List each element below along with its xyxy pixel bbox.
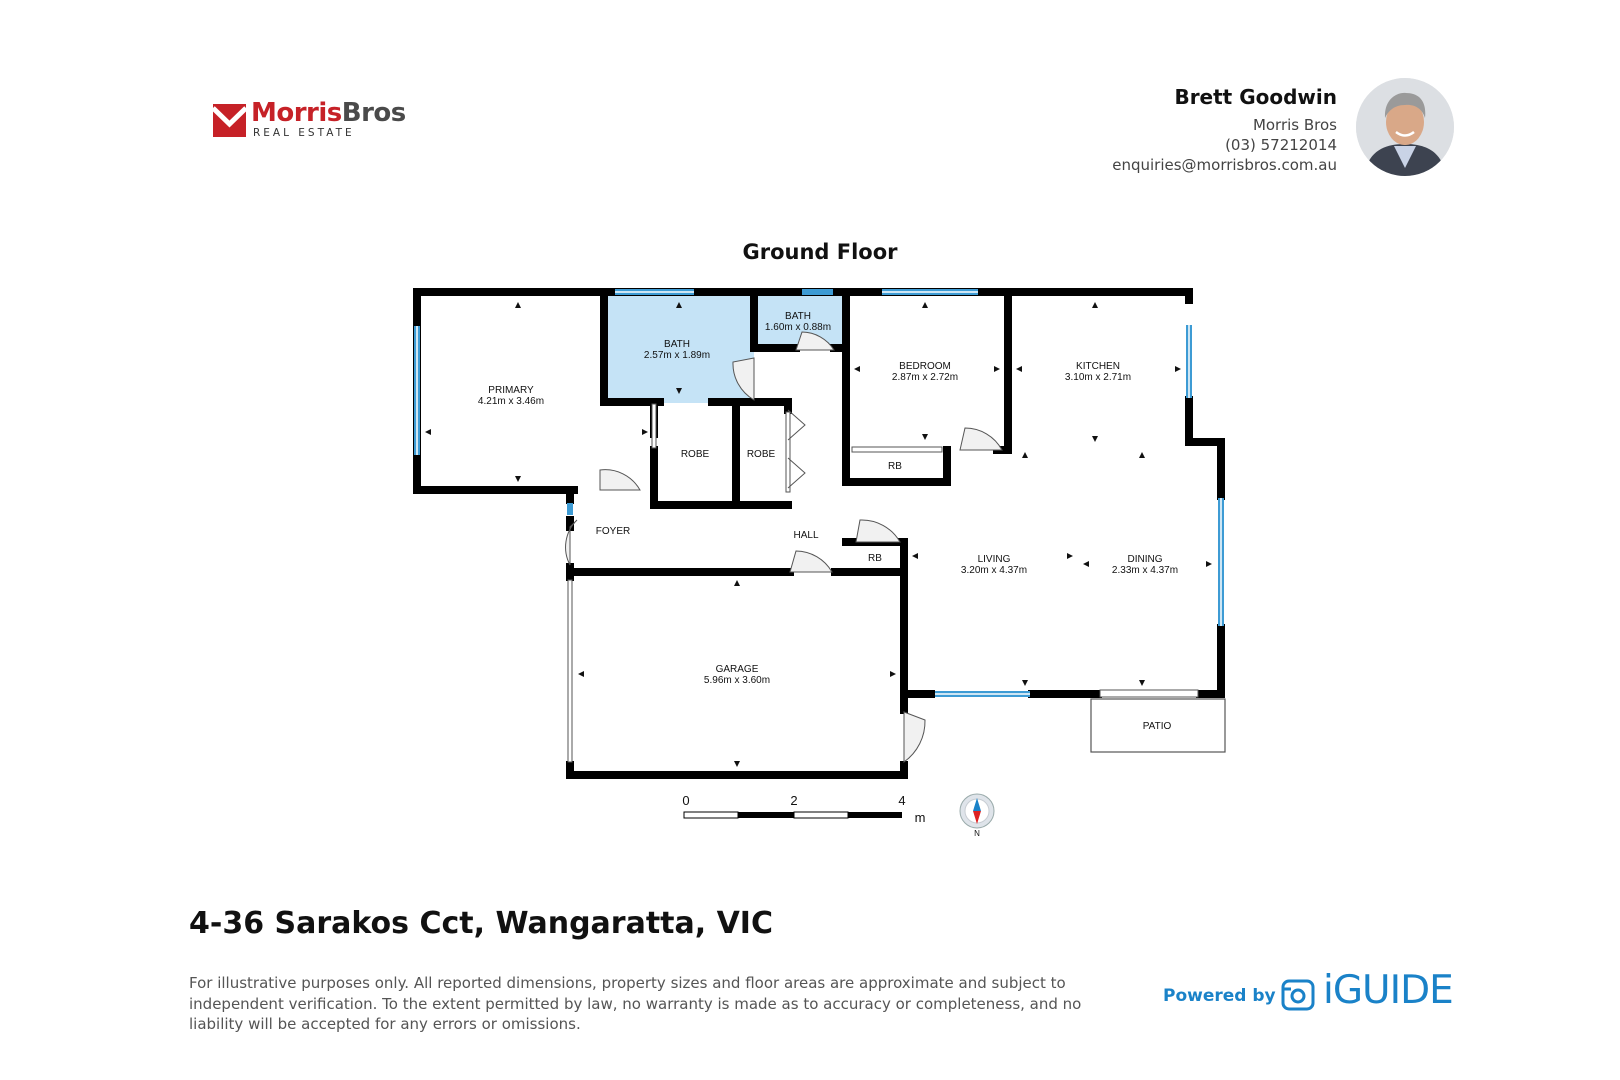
room-living-dims: 3.20m x 4.37m bbox=[960, 565, 1028, 576]
room-foyer-name: FOYER bbox=[595, 526, 631, 537]
iguide-camera-icon bbox=[1281, 978, 1315, 1012]
room-garage-name: GARAGE bbox=[715, 664, 759, 675]
agent-name: Brett Goodwin bbox=[1174, 85, 1337, 109]
room-primary-name: PRIMARY bbox=[488, 385, 534, 396]
room-bedroom-name: BEDROOM bbox=[899, 361, 951, 372]
scale-tick-2: 2 bbox=[790, 793, 798, 808]
room-primary-dims: 4.21m x 3.46m bbox=[477, 396, 545, 407]
room-kitchen-dims: 3.10m x 2.71m bbox=[1064, 372, 1132, 383]
logo-tagline: REAL ESTATE bbox=[253, 127, 355, 139]
compass-icon bbox=[960, 794, 994, 838]
room-kitchen-name: KITCHEN bbox=[1076, 361, 1120, 372]
floor-title: Ground Floor bbox=[742, 240, 898, 264]
compass-label: N bbox=[974, 829, 980, 838]
agent-company: Morris Bros bbox=[1252, 116, 1337, 134]
room-living-name: LIVING bbox=[977, 554, 1011, 565]
room-dining-dims: 2.33m x 4.37m bbox=[1111, 565, 1179, 576]
room-dining-name: DINING bbox=[1127, 554, 1163, 565]
scale-bar bbox=[682, 793, 925, 825]
scale-unit: m bbox=[914, 810, 926, 825]
property-address: 4-36 Sarakos Cct, Wangaratta, VIC bbox=[189, 906, 773, 941]
room-rb1-name: RB bbox=[888, 461, 902, 472]
iguide-wordmark: iGUIDE bbox=[1323, 968, 1453, 1013]
agent-phone[interactable]: (03) 57212014 bbox=[1225, 136, 1337, 154]
disclaimer-text: For illustrative purposes only. All reported dimensions, property sizes and floor areas are approximate and subject to independent verification. To the extent permitted by law, no warranty is made as to accuracy or completeness, and no liability will be accepted for any errors or omissions. bbox=[189, 974, 1082, 1033]
scale-tick-4: 4 bbox=[898, 793, 906, 808]
logo-wordmark: MorrisBros bbox=[251, 98, 406, 128]
room-robe2-name: ROBE bbox=[746, 449, 776, 460]
room-hall-name: HALL bbox=[793, 530, 819, 541]
room-bath1-name: BATH bbox=[664, 339, 690, 350]
room-garage-dims: 5.96m x 3.60m bbox=[703, 675, 771, 686]
room-bath1-dims: 2.57m x 1.89m bbox=[643, 350, 711, 361]
room-robe1-name: ROBE bbox=[680, 449, 710, 460]
powered-by-label: Powered by bbox=[1163, 986, 1276, 1006]
room-rb2-name: RB bbox=[868, 553, 882, 564]
room-patio-name: PATIO bbox=[1142, 721, 1172, 732]
agent-email[interactable]: enquiries@morrisbros.com.au bbox=[1112, 156, 1337, 174]
room-bedroom-dims: 2.87m x 2.72m bbox=[891, 372, 959, 383]
room-bath2-dims: 1.60m x 0.88m bbox=[764, 322, 832, 333]
scale-tick-0: 0 bbox=[682, 793, 690, 808]
room-bath2-name: BATH bbox=[785, 311, 811, 322]
